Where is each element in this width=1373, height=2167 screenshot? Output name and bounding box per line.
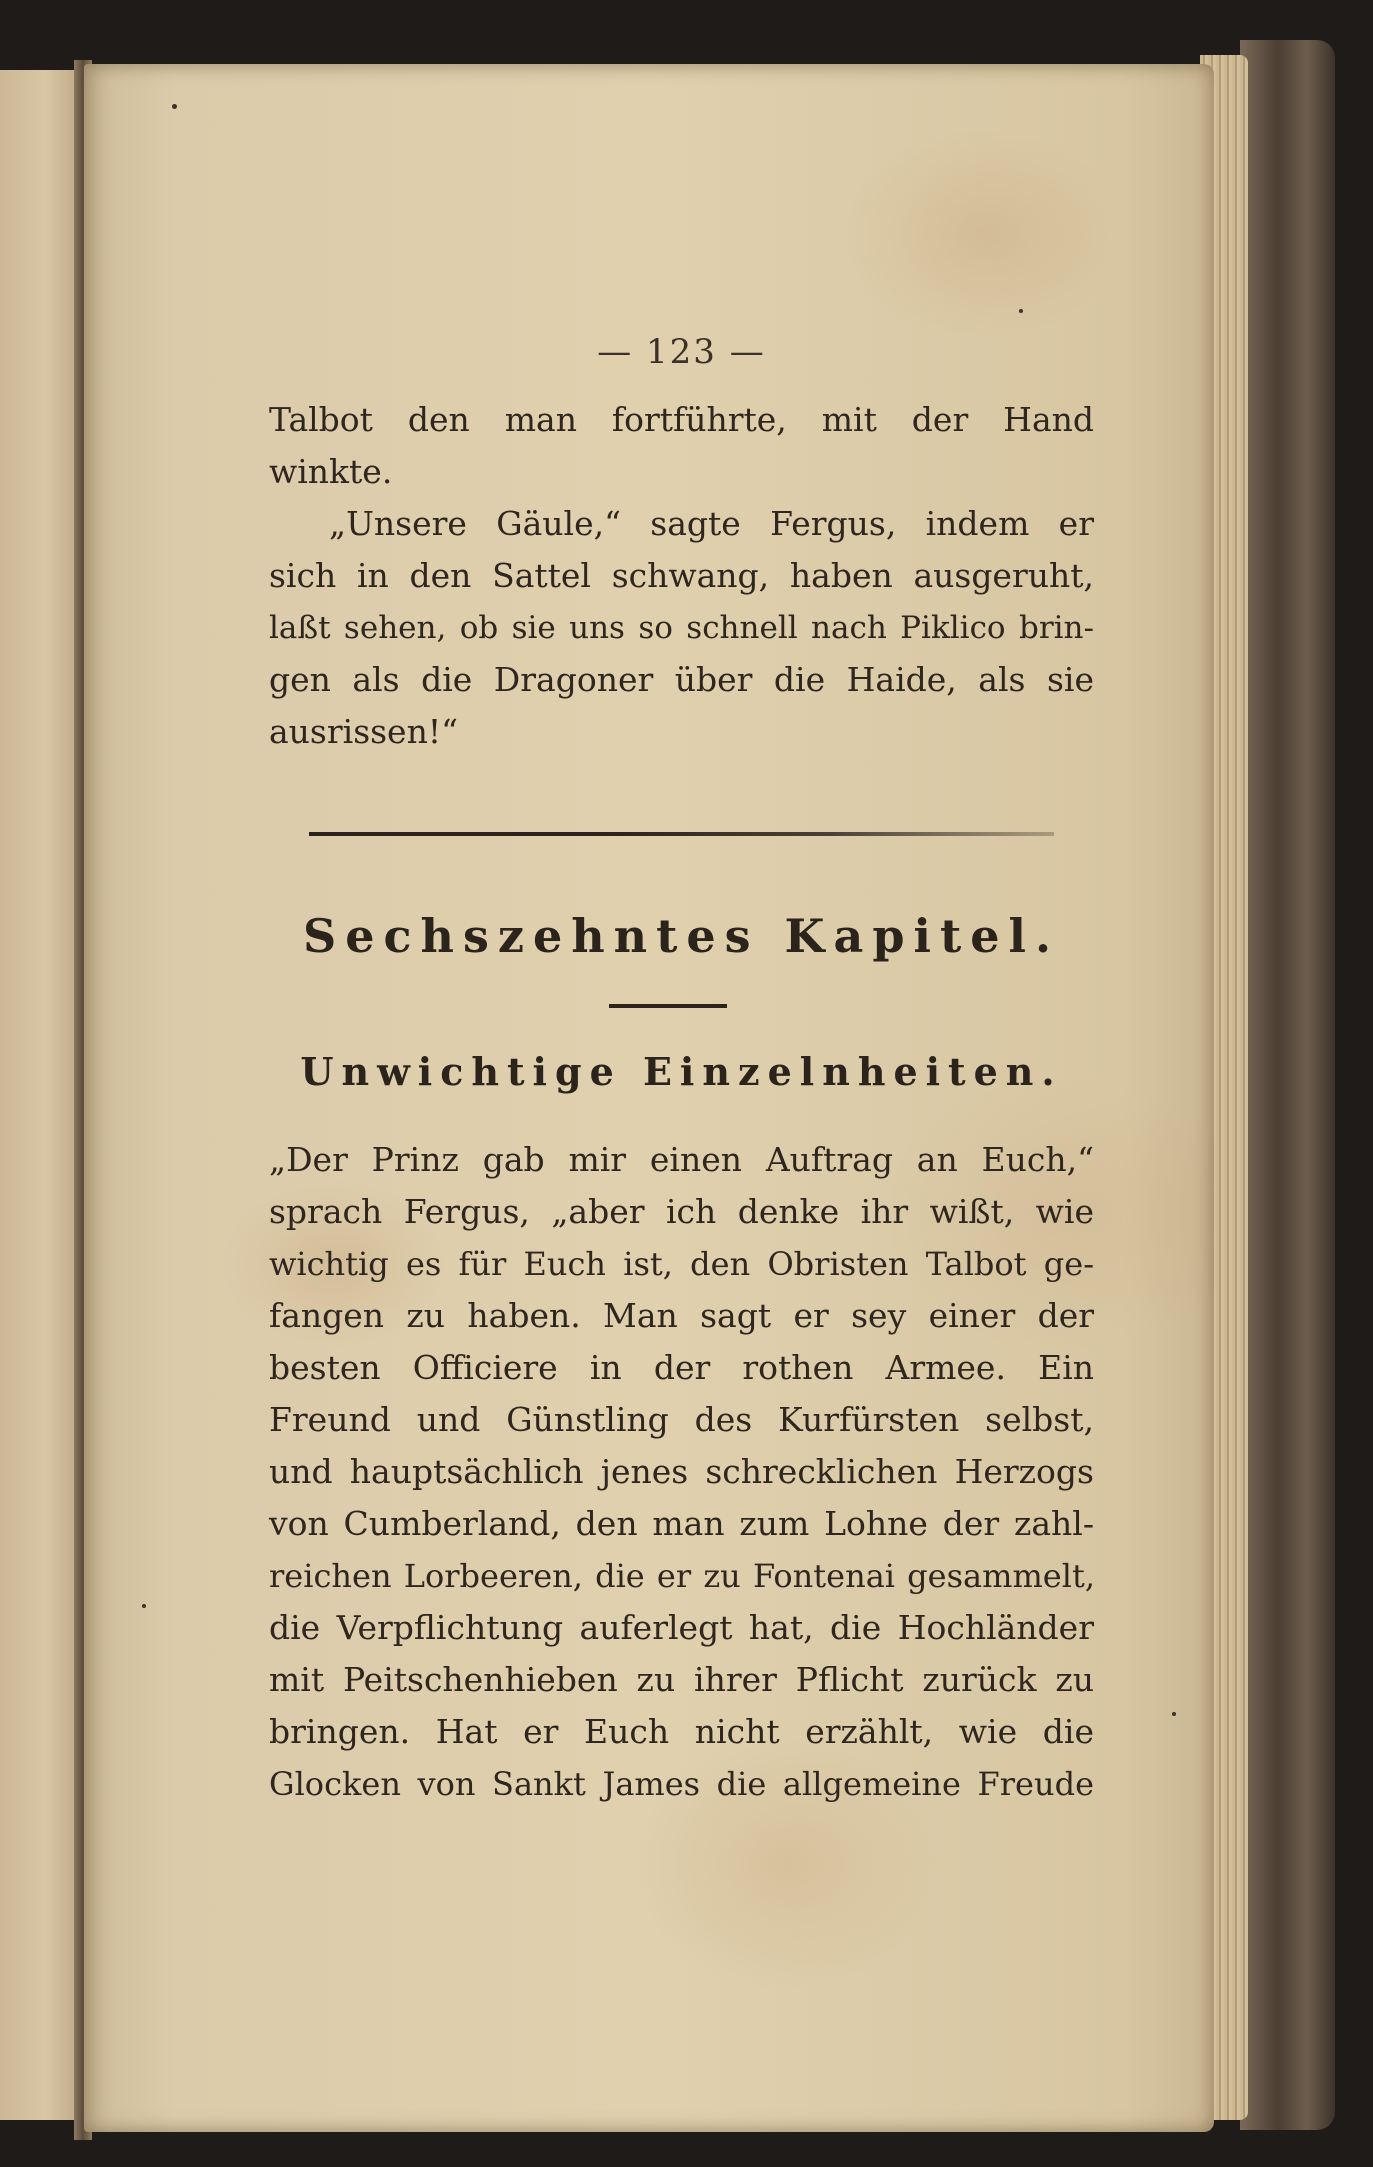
text-line: „Unsere Gäule,“ sagte Fergus, indem er [329,504,1094,543]
text-line: fangen zu haben. Man sagt er sey einer der [269,1296,1094,1335]
text-line: Freund und Günstling des Kurfürsten selbst, [269,1400,1094,1439]
text-line: sich in den Sattel schwang, haben ausgeruht, [269,556,1094,595]
text-line: Glocken von Sankt James die allgemeine Freude [269,1765,1094,1803]
text-line: „Der Prinz gab mir einen Auftrag an Euch,“ [269,1140,1094,1179]
text-line: Talbot den man fortführte, mit der Hand [269,400,1094,439]
section-divider [309,832,1054,836]
text-line: und hauptsächlich jenes schrecklichen Herzogs [269,1452,1094,1491]
text-line: besten Officiere in der rothen Armee. Ein [269,1348,1094,1387]
book-cover-board [1240,40,1335,2130]
text-line: ausrissen!“ [269,712,458,751]
text-line: bringen. Hat er Euch nicht erzählt, wie die [269,1712,1094,1751]
previous-page-edge [0,70,82,2120]
text-line: mit Peitschenhieben zu ihrer Pflicht zurück zu [269,1660,1094,1699]
text-line: winkte. [269,452,393,491]
text-line: von Cumberland, den man zum Lohne der zahl- [269,1504,1094,1543]
page-number: — 123 — [597,332,766,372]
paper-speck [172,104,177,109]
text-line: laßt sehen, ob sie uns so schnell nach Piklico brin- [269,610,1094,646]
text-line: wichtig es für Euch ist, den Obristen Talbot ge- [269,1245,1094,1283]
book-page [84,64,1214,2132]
paper-speck [1019,309,1023,313]
text-line: reichen Lorbeeren, die er zu Fontenai gesammelt, [269,1557,1095,1595]
text-line: sprach Fergus, „aber ich denke ihr wißt, wie [269,1192,1094,1231]
paper-speck [1172,1712,1176,1716]
text-line: die Verpflichtung auferlegt hat, die Hochländer [269,1608,1094,1647]
paper-speck [142,1604,146,1608]
text-line: gen als die Dragoner über die Haide, als sie [269,660,1094,699]
title-rule [609,1004,727,1008]
chapter-subtitle: Unwichtige Einzelnheiten. [300,1049,1063,1094]
chapter-title: Sechszehntes Kapitel. [303,909,1060,963]
